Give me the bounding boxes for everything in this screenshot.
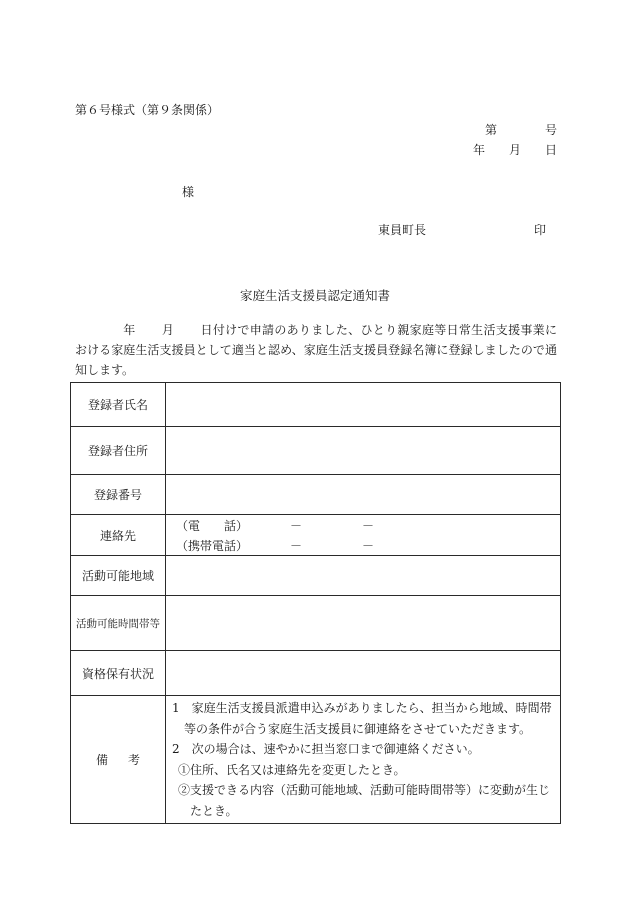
table-row — [71, 696, 561, 824]
issuer-line — [378, 221, 547, 238]
activity-hours-value — [166, 596, 561, 651]
document-date-line — [473, 141, 557, 158]
row-label-qualifications: 資格保有状況 — [71, 651, 166, 696]
row-label-activity-hours: 活動可能時間帯等 — [71, 596, 166, 651]
issuer-name: 東員町長 — [378, 223, 427, 237]
table-row — [71, 596, 561, 651]
date-month: 月 — [508, 143, 521, 157]
remarks-item-2: 2 次の場合は、速やかに担当窓口まで御連絡ください。 — [172, 742, 480, 756]
table-row — [71, 427, 561, 475]
table-row — [71, 556, 561, 596]
seal-mark: 印 — [534, 223, 547, 237]
phone-dash-2: － — [362, 518, 375, 533]
table-row — [71, 383, 561, 427]
table-row — [71, 651, 561, 696]
notice-body — [75, 320, 557, 380]
mobile-line — [176, 535, 560, 555]
remarks-sub-1: ①住所、氏名又は連絡先を変更したとき。 — [178, 762, 406, 777]
body-month: 月 — [161, 323, 175, 337]
registrant-name-value — [166, 383, 561, 427]
contact-value — [166, 515, 561, 556]
row-label-registration-number: 登録番号 — [71, 475, 166, 515]
phone-label: （電 話） — [176, 518, 249, 533]
registrant-address-value — [166, 427, 561, 475]
mobile-dash-1: － — [290, 538, 303, 553]
row-label-activity-area: 活動可能地域 — [71, 556, 166, 596]
number-suffix: 号 — [544, 123, 557, 137]
date-day: 日 — [544, 143, 557, 157]
phone-dash-1: － — [290, 518, 303, 533]
registration-table — [70, 382, 561, 824]
registration-number-value — [166, 475, 561, 515]
remarks-label: 備考 — [95, 753, 160, 767]
qualifications-value — [166, 651, 561, 696]
row-label-registrant-name: 登録者氏名 — [71, 383, 166, 427]
table-row — [71, 475, 561, 515]
row-label-contact: 連絡先 — [71, 515, 166, 556]
remarks-sub-2: ②支援できる内容（活動可能地域、活動可能時間帯等）に変動が生じたとき。 — [178, 783, 551, 818]
body-year: 年 — [123, 323, 136, 337]
mobile-label: （携帯電話） — [176, 538, 249, 553]
document-number-line — [485, 121, 557, 138]
form-label: 第６号様式（第９条関係） — [75, 103, 220, 117]
row-label-registrant-address: 登録者住所 — [71, 427, 166, 475]
addressee-honorific: 様 — [182, 185, 195, 199]
body-text: 日付けで申請のありました、ひとり親家庭等日常生活支援事業における家庭生活支援員として適当と認め、家庭生活支援員登録名簿に登録しましたので通知します。 — [75, 323, 557, 377]
remarks-item-1: 1 家庭生活支援員派遣申込みがありましたら、担当から地域、時間帯等の条件が合う家庭生活支援員に御連絡をさせていただきます。 — [172, 701, 552, 736]
date-year: 年 — [472, 143, 485, 157]
phone-line — [176, 515, 560, 535]
mobile-dash-2: － — [362, 538, 375, 553]
document-title: 家庭生活支援員認定通知書 — [239, 288, 390, 303]
remarks-value — [166, 696, 561, 824]
table-row — [71, 515, 561, 556]
row-label-remarks — [71, 696, 166, 824]
activity-area-value — [166, 556, 561, 596]
number-prefix: 第 — [484, 123, 497, 137]
